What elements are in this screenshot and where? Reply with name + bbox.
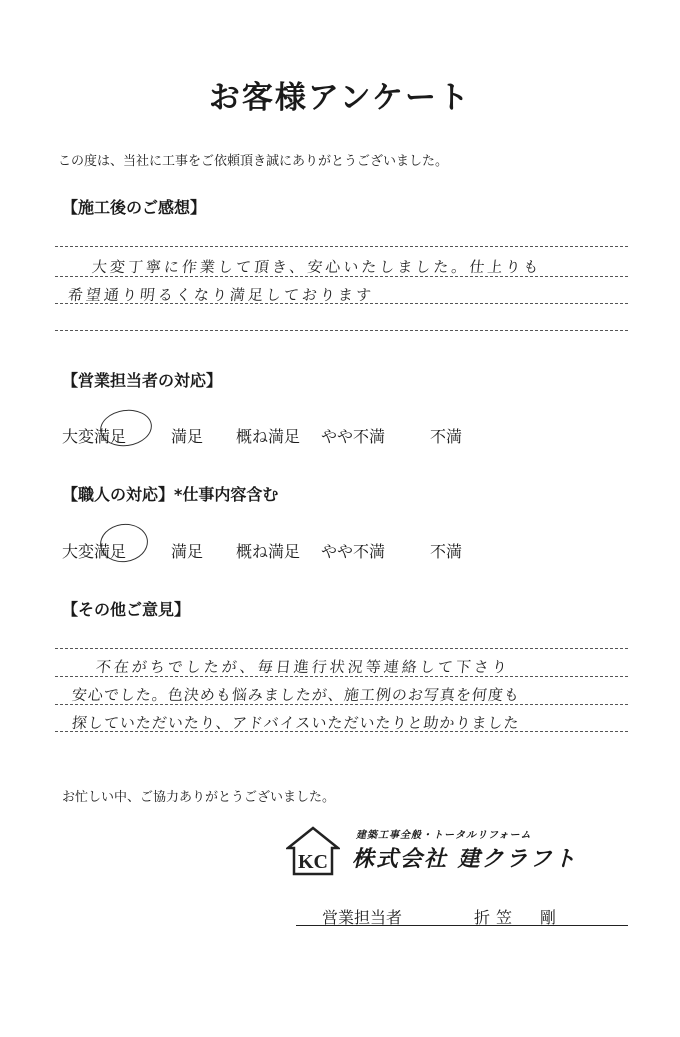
rating-option-very-satisfied: 大変満足 [62, 542, 127, 561]
sales-rep-name: 折笠 剛 [474, 908, 563, 927]
answer-line [55, 330, 628, 331]
handwritten-line: 希望通り明るくなり満足しております [67, 286, 375, 304]
sales-rep-label: 営業担当者 [322, 908, 403, 927]
answer-line [55, 246, 628, 247]
section-craftsman-heading: 【職人の対応】*仕事内容含む [62, 485, 279, 504]
signature-line [296, 925, 628, 926]
section-sales-heading: 【営業担当者の対応】 [62, 371, 223, 390]
page-title: お客様アンケート [208, 80, 472, 116]
company-tagline: 建築工事全般・トータルリフォーム [356, 830, 532, 841]
rating-option-dissatisfied: 不満 [430, 427, 463, 446]
company-logo-icon [286, 826, 340, 876]
intro-text: この度は、当社に工事をご依頼頂き誠にありがとうございました。 [58, 154, 449, 169]
handwritten-line: 不在がちでしたが、毎日進行状況等連絡して下さり [95, 658, 511, 676]
rating-option-somewhat-dissatisfied: やや不満 [321, 427, 386, 446]
answer-line [55, 648, 628, 649]
rating-option-dissatisfied: 不満 [430, 542, 463, 561]
logo-letters: KC [298, 851, 328, 873]
rating-option-mostly-satisfied: 概ね満足 [236, 427, 301, 446]
rating-option-somewhat-dissatisfied: やや不満 [321, 542, 386, 561]
handwritten-line: 探していただいたり、アドバイスいただいたりと助かりました [71, 714, 521, 732]
rating-option-very-satisfied: 大変満足 [62, 427, 127, 446]
section-other-heading: 【その他ご意見】 [62, 600, 191, 619]
section-impressions-heading: 【施工後のご感想】 [62, 198, 207, 217]
handwritten-line: 安心でした。色決めも悩みましたが、施工例のお写真を何度も [71, 686, 521, 704]
rating-option-satisfied: 満足 [171, 427, 204, 446]
rating-option-mostly-satisfied: 概ね満足 [236, 542, 301, 561]
rating-option-satisfied: 満足 [171, 542, 204, 561]
company-name: 株式会社 建クラフト [352, 847, 578, 872]
handwritten-line: 大変丁寧に作業して頂き、安心いたしました。仕上りも [91, 258, 543, 276]
closing-text: お忙しい中、ご協力ありがとうございました。 [62, 790, 336, 805]
